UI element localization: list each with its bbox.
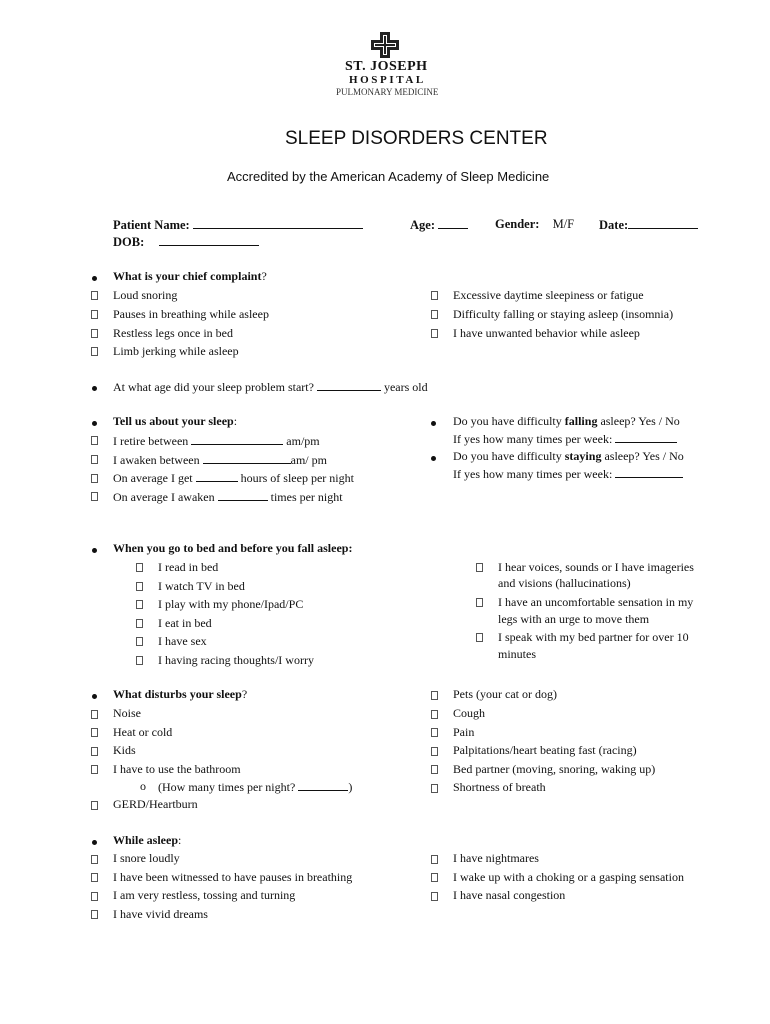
colon: : [178, 833, 182, 847]
checkbox[interactable] [91, 291, 98, 300]
sleep-question-text: Tell us about your sleep [113, 414, 234, 428]
staying-label: Do you have difficulty [453, 449, 562, 463]
checkbox[interactable] [91, 892, 98, 901]
avg-hours-label: On average I get [113, 471, 193, 485]
onset-question-text: At what age did your sleep problem start? [113, 380, 314, 394]
checkbox-label: I wake up with a choking or a gasping sensation [453, 870, 684, 884]
checkbox[interactable] [431, 728, 438, 737]
hospital-word: HOSPITAL [349, 74, 426, 86]
checkbox[interactable] [431, 291, 438, 300]
checkbox[interactable] [91, 436, 98, 445]
awaken-field [113, 452, 327, 468]
falling-times-line[interactable] [615, 431, 677, 443]
checkbox-label: Shortness of breath [453, 780, 546, 794]
checkbox-label: I have an uncomfortable sensation in my [498, 595, 694, 609]
age-line[interactable] [438, 217, 468, 229]
accreditation: Accredited by the American Academy of Sleep Medicine [227, 169, 550, 184]
checkbox-label: Excessive daytime sleepiness or fatigue [453, 288, 644, 302]
falling-label: Do you have difficulty [453, 414, 562, 428]
checkbox-label: Pauses in breathing while asleep [113, 307, 269, 321]
checkbox[interactable] [91, 747, 98, 756]
patient-name-field[interactable] [113, 217, 363, 233]
question-mark: ? [241, 687, 248, 701]
checkbox[interactable] [136, 563, 143, 572]
retire-field [113, 433, 320, 449]
checkbox-label: I snore loudly [113, 851, 180, 865]
page-title: SLEEP DISORDERS CENTER [285, 128, 548, 149]
age-label: Age: [410, 218, 435, 232]
staying-yes-no: asleep? Yes / No [604, 449, 684, 463]
dob-line[interactable] [159, 234, 259, 246]
checkbox[interactable] [136, 600, 143, 609]
checkbox-label: I play with my phone/Ipad/PC [158, 597, 304, 611]
onset-age-line[interactable] [317, 379, 381, 391]
checkbox[interactable] [431, 892, 438, 901]
awaken-label: I awaken between [113, 453, 200, 467]
checkbox-label: Noise [113, 706, 141, 720]
checkbox-label: I have sex [158, 634, 207, 648]
hospital-cross-logo [371, 32, 399, 58]
checkbox[interactable] [431, 747, 438, 756]
checkbox[interactable] [136, 656, 143, 665]
bullet [431, 456, 436, 461]
checkbox[interactable] [431, 310, 438, 319]
avg-awaken-line[interactable] [218, 489, 268, 501]
checkbox[interactable] [91, 910, 98, 919]
disturbs-question [113, 687, 247, 702]
patient-name-label: Patient Name: [113, 218, 190, 232]
retire-label: I retire between [113, 434, 189, 448]
complaint-question [113, 269, 267, 284]
checkbox-label: I eat in bed [158, 616, 212, 630]
awaken-ampm: am/ pm [290, 453, 327, 467]
checkbox-label: I have to use the bathroom [113, 762, 241, 776]
disturbs-question-text: What disturbs your sleep [113, 687, 242, 701]
paren-close: ) [348, 780, 353, 794]
patient-name-line[interactable] [193, 217, 363, 229]
checkbox-label: I have nasal congestion [453, 888, 566, 902]
bullet [92, 548, 97, 553]
checkbox[interactable] [476, 633, 483, 642]
hospital-name: ST. JOSEPH [345, 59, 428, 74]
checkbox[interactable] [431, 765, 438, 774]
avg-awaken-suffix: times per night [270, 490, 343, 504]
gender-label: Gender: [495, 217, 540, 231]
checkbox-label: Pets (your cat or dog) [453, 687, 557, 701]
awaken-line[interactable] [203, 452, 291, 464]
checkbox[interactable] [91, 801, 98, 810]
bullet [92, 694, 97, 699]
date-field[interactable] [599, 217, 698, 233]
age-field[interactable] [410, 217, 468, 233]
asleep-question [113, 833, 181, 848]
bathroom-times-field [158, 779, 352, 795]
checkbox-label: Restless legs once in bed [113, 326, 233, 340]
avg-hours-suffix: hours of sleep per night [240, 471, 354, 485]
checkbox[interactable] [431, 873, 438, 882]
department-name: PULMONARY MEDICINE [336, 87, 439, 97]
checkbox[interactable] [91, 347, 98, 356]
checkbox-label: I speak with my bed partner for over 10 [498, 630, 689, 644]
bullet [92, 840, 97, 845]
checkbox[interactable] [136, 637, 143, 646]
checkbox[interactable] [91, 765, 98, 774]
checkbox-label: Kids [113, 743, 136, 757]
onset-suffix: years old [383, 380, 428, 394]
checkbox-label: Palpitations/heart beating fast (racing) [453, 743, 637, 757]
checkbox-label: Limb jerking while asleep [113, 344, 239, 358]
checkbox-label-cont: legs with an urge to move them [498, 612, 650, 626]
checkbox-label-cont: minutes [498, 647, 536, 661]
checkbox[interactable] [91, 728, 98, 737]
date-line[interactable] [628, 217, 698, 229]
sleep-question [113, 414, 237, 429]
date-label: Date: [599, 218, 629, 232]
checkbox-label-cont: and visions (hallucinations) [498, 576, 631, 590]
checkbox-label: I having racing thoughts/I worry [158, 653, 314, 667]
complaint-question-text: What is your chief complaint [113, 269, 262, 283]
checkbox[interactable] [91, 710, 98, 719]
sub-bullet: o [140, 779, 146, 793]
falling-times-label: If yes how many times per week: [453, 432, 613, 446]
bathroom-times-label: (How many times per night? [158, 780, 296, 794]
staying-question [453, 449, 684, 464]
checkbox[interactable] [91, 855, 98, 864]
colon: : [233, 414, 238, 428]
checkbox[interactable] [91, 455, 98, 464]
checkbox-label: I have been witnessed to have pauses in breathing [113, 870, 353, 884]
staying-times-field [453, 466, 683, 482]
checkbox[interactable] [431, 784, 438, 793]
checkbox[interactable] [91, 474, 98, 483]
checkbox-label: Cough [453, 706, 486, 720]
checkbox-label: Difficulty falling or staying asleep (insomnia) [453, 307, 674, 321]
checkbox[interactable] [431, 710, 438, 719]
checkbox-label: I have unwanted behavior while asleep [453, 326, 640, 340]
checkbox[interactable] [91, 329, 98, 338]
avg-awaken-field [113, 489, 343, 505]
checkbox[interactable] [91, 873, 98, 882]
checkbox[interactable] [476, 598, 483, 607]
dob-label: DOB: [113, 235, 145, 249]
checkbox-label: Bed partner (moving, snoring, waking up) [453, 762, 656, 776]
checkbox-label: I have nightmares [453, 851, 539, 865]
bullet [92, 276, 97, 281]
checkbox-label: Loud snoring [113, 288, 178, 302]
falling-times-field [453, 431, 677, 447]
checkbox-label: GERD/Heartburn [113, 797, 198, 811]
checkbox[interactable] [431, 329, 438, 338]
checkbox[interactable] [431, 691, 438, 700]
checkbox[interactable] [91, 492, 98, 501]
bedtime-question: When you go to bed and before you fall asleep: [113, 541, 353, 555]
bullet [92, 386, 97, 391]
avg-awaken-label: On average I awaken [113, 490, 215, 504]
falling-word: falling [564, 414, 598, 428]
checkbox-label: I watch TV in bed [158, 579, 245, 593]
bathroom-times-line[interactable] [298, 779, 348, 791]
checkbox-label: I hear voices, sounds or I have imageries [498, 560, 694, 574]
checkbox[interactable] [476, 563, 483, 572]
avg-hours-field [113, 470, 354, 486]
staying-times-label: If yes how many times per week: [453, 467, 613, 481]
checkbox-label: Heat or cold [113, 725, 173, 739]
dob-field[interactable] [113, 234, 259, 250]
checkbox[interactable] [136, 619, 143, 628]
checkbox-label: I am very restless, tossing and turning [113, 888, 296, 902]
staying-word: staying [564, 449, 602, 463]
checkbox-label: Pain [453, 725, 475, 739]
retire-ampm: am/pm [286, 434, 320, 448]
onset-question [113, 379, 428, 395]
avg-hours-line[interactable] [196, 470, 238, 482]
checkbox-label: I read in bed [158, 560, 219, 574]
falling-question [453, 414, 680, 429]
gender-field[interactable] [495, 217, 574, 232]
bullet [431, 421, 436, 426]
question-mark: ? [261, 269, 267, 283]
falling-yes-no: asleep? Yes / No [600, 414, 680, 428]
checkbox-label: I have vivid dreams [113, 907, 208, 921]
retire-line[interactable] [191, 433, 283, 445]
staying-times-line[interactable] [615, 466, 683, 478]
checkbox[interactable] [136, 582, 143, 591]
checkbox[interactable] [431, 855, 438, 864]
gender-options: M/F [552, 217, 575, 231]
checkbox[interactable] [91, 310, 98, 319]
bullet [92, 421, 97, 426]
asleep-question-text: While asleep [113, 833, 178, 847]
